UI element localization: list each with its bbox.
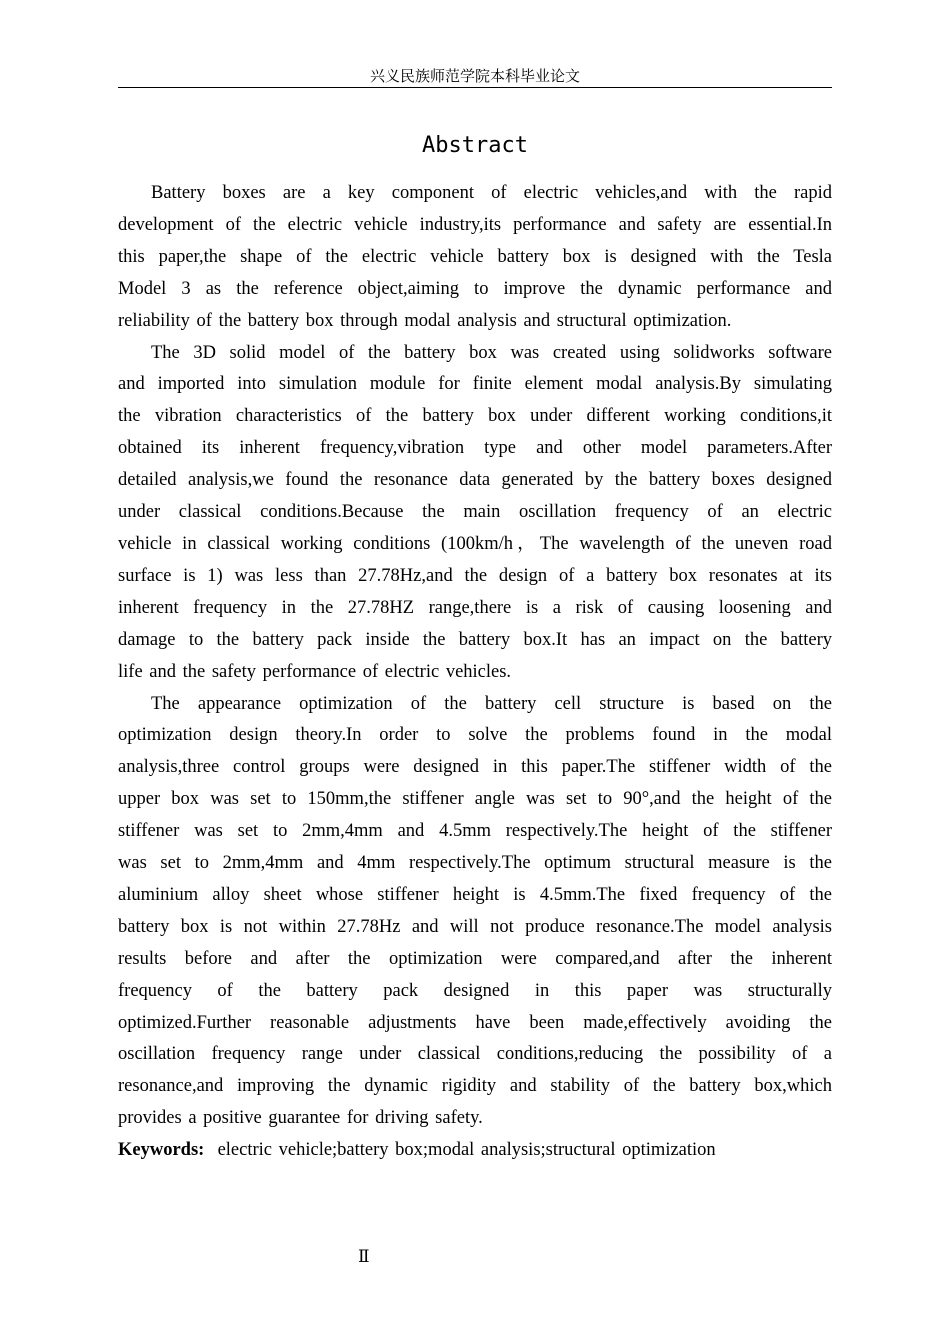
text-line: resonance,and improving the dynamic rigidity and stability of the battery box,which [118,1076,832,1097]
text-line: frequency of the battery pack designed in this paper was structurally [118,980,832,1001]
text-line: stiffener was set to 2mm,4mm and 4.5mm respectively.The height of the stiffener [118,821,832,842]
text-line: life and the safety performance of electric vehicles. [118,661,512,682]
text-line: detailed analysis,we found the resonance data generated by the battery boxes designed [118,470,832,491]
text-line: and imported into simulation module for finite element modal analysis.By simulating [118,374,832,395]
text-line: under classical conditions.Because the main oscillation frequency of an electric [118,502,832,523]
keywords-text: electric vehicle;battery box;modal analysis;structural optimization [217,1140,716,1161]
text-line: the vibration characteristics of the battery box under different working conditions,it [118,406,832,427]
text-line: obtained its inherent frequency,vibration type and other model parameters.After [118,438,832,459]
abstract-paragraph [118,338,832,689]
text-line: analysis,three control groups were designed in this paper.The stiffener width of the [118,757,832,778]
keywords-label: Keywords: [118,1140,205,1161]
text-line: reliability of the battery box through modal analysis and structural optimization. [118,310,732,331]
text-line: optimization design theory.In order to solve the problems found in the modal [118,725,832,746]
text-line: surface is 1) was less than 27.78Hz,and the design of a battery box resonates at its [118,565,832,586]
text-line: Model 3 as the reference object,aiming to improve the dynamic performance and [118,278,832,299]
text-line: was set to 2mm,4mm and 4mm respectively.The optimum structural measure is the [118,853,832,874]
text-line: aluminium alloy sheet whose stiffener height is 4.5mm.The fixed frequency of the [118,884,832,905]
text-line: upper box was set to 150mm,the stiffener angle was set to 90°,and the height of the [118,789,832,810]
text-line: results before and after the optimization were compared,and after the inherent [118,948,832,969]
text-line: oscillation frequency range under classical conditions,reducing the possibility of a [118,1044,832,1065]
abstract-paragraph [118,178,832,338]
text-line: The 3D solid model of the battery box was created using solidworks software [151,342,832,363]
abstract-body [118,178,832,1167]
text-line: inherent frequency in the 27.78HZ range,there is a risk of causing loosening and [118,597,832,618]
page-number: Ⅱ [358,1247,370,1266]
abstract-paragraph [118,689,832,1136]
text-line: optimized.Further reasonable adjustments have been made,effectively avoiding the [118,1012,832,1033]
text-line: Battery boxes are a key component of electric vehicles,and with the rapid [151,183,832,203]
text-line: this paper,the shape of the electric vehicle battery box is designed with the Tesla [118,246,832,267]
text-line: damage to the battery pack inside the battery box.It has an impact on the battery [118,629,832,650]
text-line: vehicle in classical working conditions (100km/h，The wavelength of the uneven road [118,533,832,554]
keywords-line [118,1135,832,1167]
text-line: battery box is not within 27.78Hz and will not produce resonance.The model analysis [118,916,832,937]
page-header: 兴义民族师范学院本科毕业论文 [118,66,832,88]
text-line: The appearance optimization of the battery cell structure is based on the [151,693,832,714]
abstract-heading: Abstract [422,133,528,158]
text-line: provides a positive guarantee for driving safety. [118,1108,483,1129]
text-line: development of the electric vehicle industry,its performance and safety are essential.In [118,214,832,235]
